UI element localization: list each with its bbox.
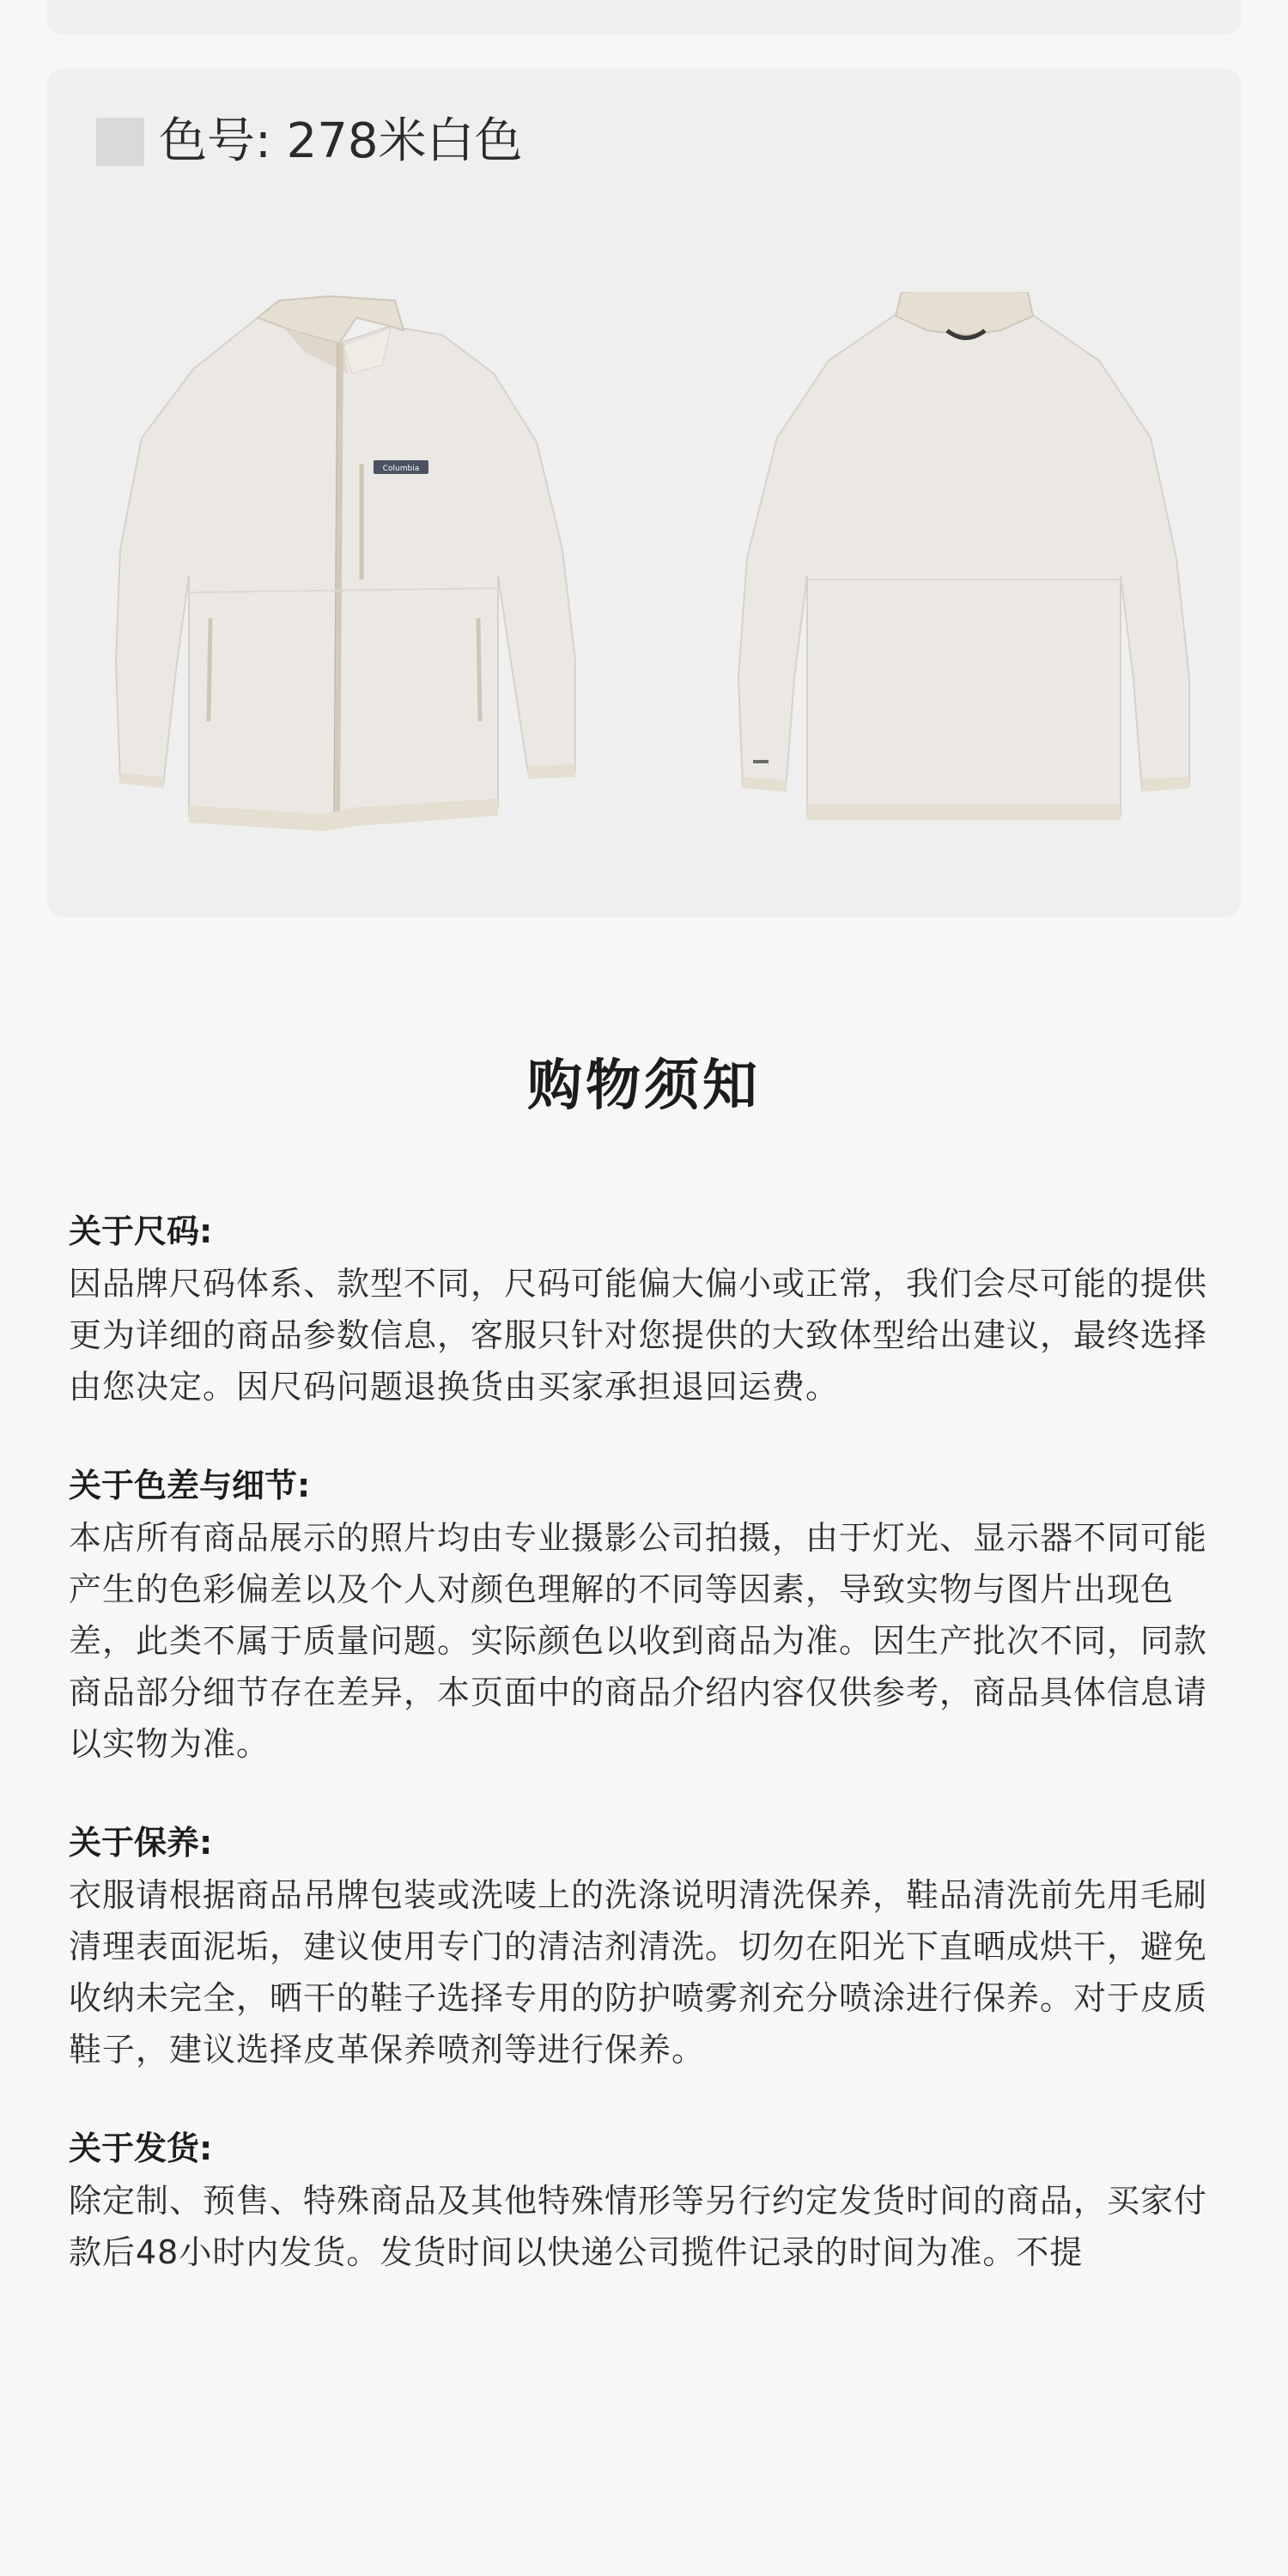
notice-section-care — [69, 1818, 1236, 2075]
notice-title: 购物须知 — [527, 1054, 761, 1118]
section-text: 本店所有商品展示的照片均由专业摄影公司拍摄，由于灯光、显示器不同可能产生的色彩偏差以及个人对颜色理解的不同等因素，导致实物与图片出现色差，此类不属于质量问题。实际颜色以收到商品为准。因生产批次不同，同款商品部分细节存在差异，本页面中的商品介绍内容仅供参考，商品具体信息请以实物为准。 — [69, 1519, 1208, 1763]
product-image-area — [0, 0, 1288, 949]
section-title: 关于发货: — [69, 2129, 213, 2167]
notice-section-shipping — [69, 2123, 1236, 2278]
section-text: 除定制、预售、特殊商品及其他特殊情形等另行约定发货时间的商品，买家付款后48小时内发货。发货时间以快递公司揽件记录的时间为准。不提 — [69, 2182, 1208, 2271]
notice-section-size — [69, 1206, 1236, 1413]
section-text: 衣服请根据商品吊牌包装或洗唛上的洗涤说明清洗保养，鞋品清洗前先用毛刷清理表面泥垢，建议使用专门的清洁剂清洗。切勿在阳光下直晒成烘干，避免收纳未完全，晒干的鞋子选择专用的防护喷雾剂充分喷涂进行保养。对于皮质鞋子，建议选择皮革保养喷剂等进行保养。 — [69, 1876, 1208, 2069]
color-label: 色号: 278米白色 — [159, 113, 523, 169]
jacket-back-image — [708, 292, 1224, 859]
notice-body — [69, 1206, 1236, 2326]
shopping-notice-section — [0, 949, 1288, 2576]
color-variant-card — [47, 69, 1241, 917]
section-title: 关于保养: — [69, 1824, 213, 1862]
section-title: 关于尺码: — [69, 1212, 213, 1250]
notice-section-color — [69, 1461, 1236, 1770]
jacket-front-image — [107, 292, 588, 859]
svg-text:Columbia: Columbia — [382, 465, 420, 473]
color-swatch — [96, 118, 144, 166]
section-text: 因品牌尺码体系、款型不同，尺码可能偏大偏小或正常，我们会尽可能的提供更为详细的商品参数信息，客服只针对您提供的大致体型给出建议，最终选择由您决定。因尺码问题退换货由买家承担退回运费。 — [69, 1265, 1208, 1406]
previous-color-card — [47, 0, 1241, 34]
section-title: 关于色差与细节: — [69, 1467, 311, 1504]
